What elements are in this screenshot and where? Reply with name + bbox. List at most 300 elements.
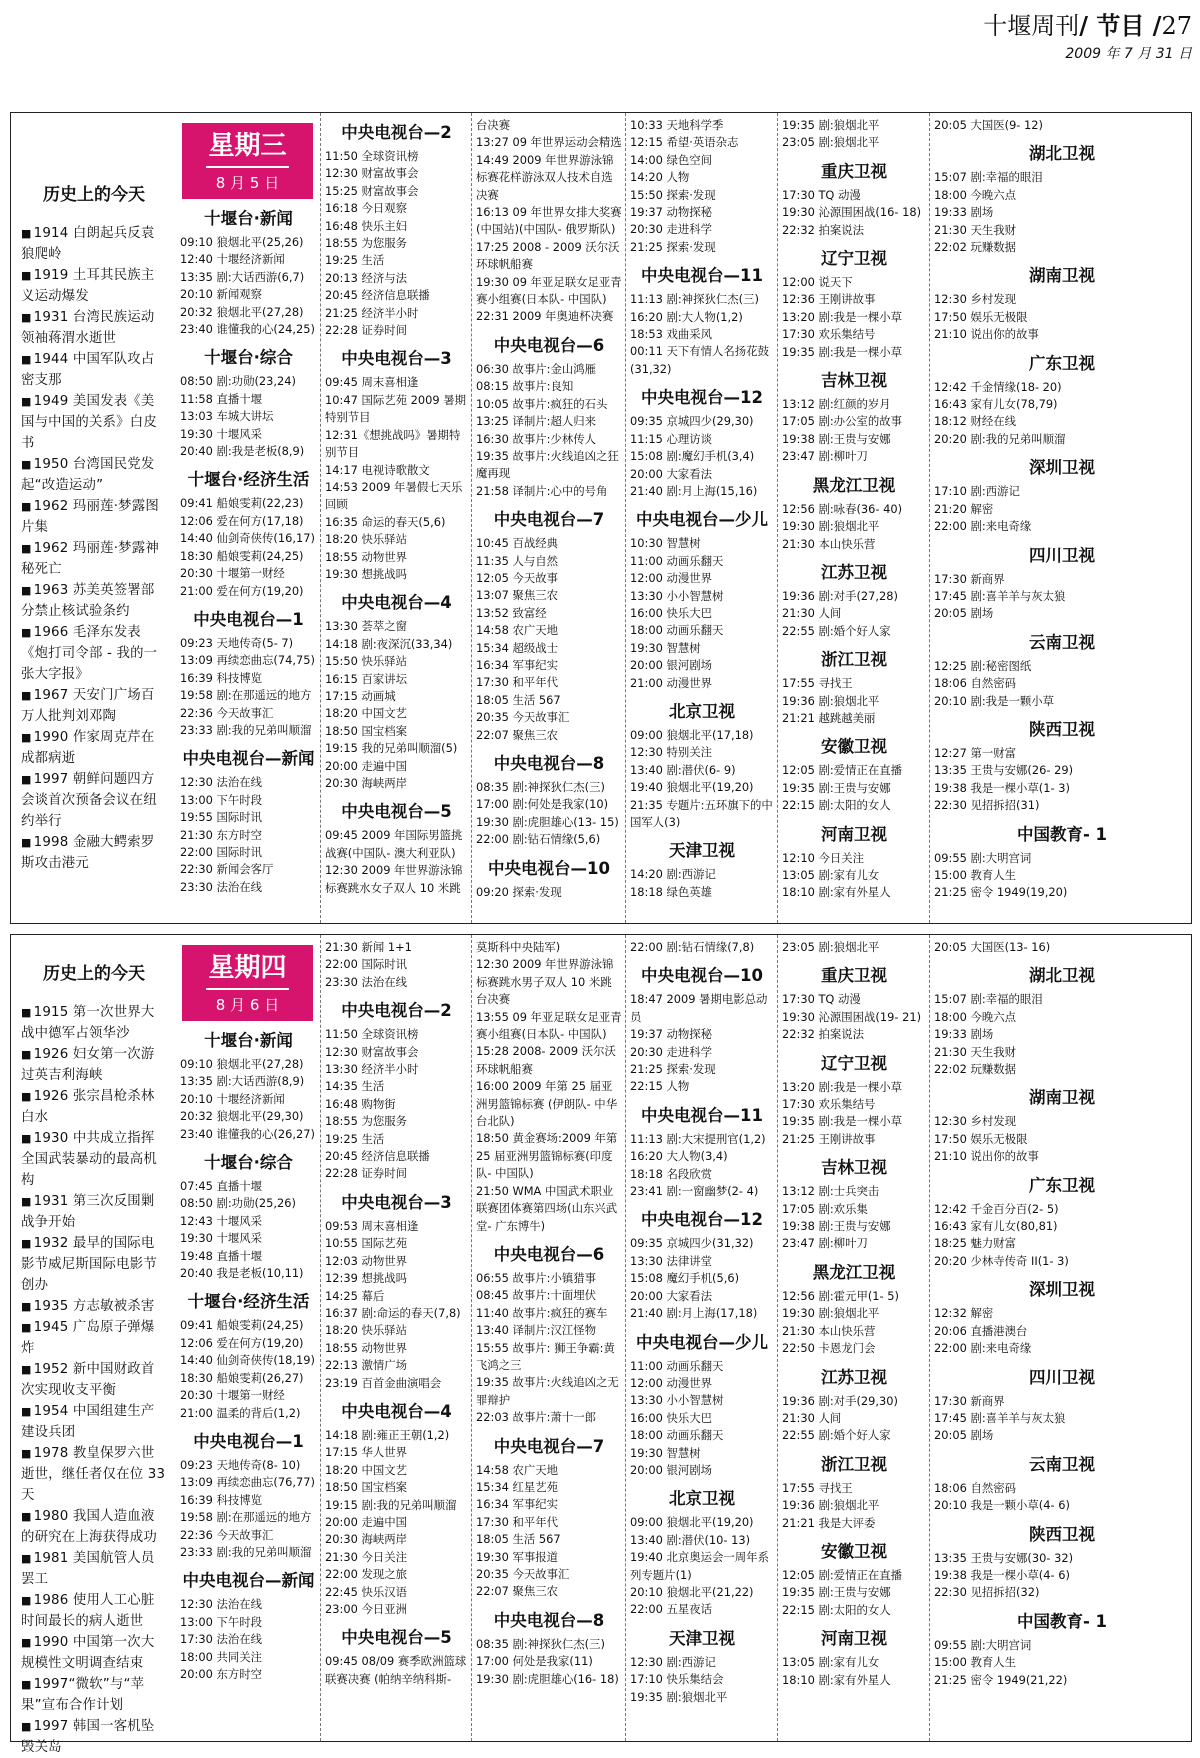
program-item: 21:00 动漫世界 <box>630 675 713 690</box>
header-title: 十堰周刊/ 节目 /27 <box>983 11 1192 40</box>
program-item: 08:45 故事片:十面埋伏 <box>476 1288 597 1303</box>
channel-name: 辽宁卫视 <box>821 249 887 269</box>
day-badge <box>182 945 313 1021</box>
history-item: ■ 1998 金融大鳄索罗斯攻击港元 <box>21 832 167 874</box>
channel-name: 十堰台·综合 <box>204 348 293 368</box>
program-item: 22:31 2009 年奥迪杯决赛 <box>476 309 614 324</box>
program-item: 14:35 生活 <box>325 1079 385 1094</box>
program-item: 21:30 今日关注 <box>325 1549 408 1564</box>
program-item: 23:19 百首金曲演唱会 <box>325 1375 442 1390</box>
channel-name: 天津卫视 <box>669 841 735 861</box>
program-item: 13:20 剧:我是一棵小草 <box>782 1079 903 1094</box>
program-item: 09:41 船娘雯莉(22,23) <box>180 496 304 511</box>
program-item: 22:36 今天故事汇 <box>180 1527 274 1542</box>
program-item: 13:12 剧:士兵突击 <box>782 1184 880 1199</box>
program-item: 22:02 玩赚数据 <box>934 240 1017 255</box>
history-item: ■ 1949 美国发表《美国与中国的关系》白皮书 <box>21 391 167 454</box>
program-item: 22:30 新闻会客厅 <box>180 862 274 877</box>
schedule-column <box>320 113 471 923</box>
program-item: 13:52 致富经 <box>476 605 547 620</box>
program-item: 20:40 我是老板(10,11) <box>180 1266 304 1281</box>
program-item: 16:43 家有儿女(78,79) <box>934 397 1058 412</box>
program-item: 13:12 剧:红颜的岁月 <box>782 397 891 412</box>
history-item: ■ 1980 我国人造血液的研究在上海获得成功 <box>21 1506 167 1548</box>
program-item: 17:30 新商界 <box>934 571 1005 586</box>
program-item: 莫斯科中央陆军) <box>476 940 561 954</box>
section-name: 节目 <box>1096 11 1145 40</box>
history-sidebar <box>11 113 176 923</box>
channel-name: 吉林卫视 <box>821 1158 887 1178</box>
program-item: 19:15 我的兄弟叫顺溜(5) <box>325 741 458 756</box>
history-item: ■ 1954 中国组建生产建设兵团 <box>21 1401 167 1443</box>
program-item: 20:32 狼烟北平(29,30) <box>180 1109 304 1124</box>
program-item: 12:56 剧:咏春(36- 40) <box>782 501 903 516</box>
program-item: 20:45 经济信息联播 <box>325 1149 430 1164</box>
program-item: 14:49 2009 年世界游泳锦标赛花样游泳双人技术自选决赛 <box>476 152 614 202</box>
program-item: 17:30 和平年代 <box>476 675 559 690</box>
program-item: 18:12 财经在线 <box>934 414 1017 429</box>
program-item: 23:40 谁懂我的心(26,27) <box>180 1126 315 1141</box>
program-item: 06:30 故事片:金山鸿雁 <box>476 361 597 376</box>
schedule-column <box>471 113 625 923</box>
program-item: 12:30 剧:西游记 <box>630 1654 716 1669</box>
history-item: ■ 1997 韩国一客机坠毁关岛 <box>21 1716 167 1758</box>
program-item: 16:39 科技博览 <box>180 1492 263 1507</box>
program-item: 18:00 今晚六点 <box>934 1009 1017 1024</box>
channel-name: 陕西卫视 <box>1029 1524 1095 1544</box>
program-item: 19:35 剧:我是一棵小草 <box>782 344 903 359</box>
channel-name: 吉林卫视 <box>821 371 887 391</box>
program-item: 08:15 故事片:良知 <box>476 379 574 394</box>
program-item: 17:10 快乐集结会 <box>630 1672 724 1687</box>
program-item: 11:50 全球资讯榜 <box>325 149 419 163</box>
program-item: 22:15 剧:太阳的女人 <box>782 798 891 813</box>
history-item: ■ 1978 教皇保罗六世逝世，继任者仅在位 33 天 <box>21 1443 167 1506</box>
program-item: 21:21 越跳越美丽 <box>782 710 876 725</box>
program-item: 13:40 剧:潜伏(6- 9) <box>630 762 736 777</box>
program-item: 11:00 动画乐翻天 <box>630 553 724 568</box>
program-item: 18:20 中国文艺 <box>325 1462 408 1477</box>
channel-name: 北京卫视 <box>669 701 735 721</box>
program-item: 00:11 天下有情人名扬花鼓(31,32) <box>630 344 769 376</box>
channel-name: 河南卫视 <box>821 824 887 844</box>
program-item: 15:28 2008- 2009 沃尔沃环球帆船赛 <box>476 1044 616 1076</box>
channel-name: 中央电视台—7 <box>493 510 605 530</box>
program-item: 19:38 我是一棵小草(1- 3) <box>934 780 1070 795</box>
channel-name: 中央电视台—11 <box>641 266 763 286</box>
program-item: 20:35 今天故事汇 <box>476 1567 570 1581</box>
program-item: 23:00 今日亚洲 <box>325 1602 408 1616</box>
program-item: 20:10 新闻观察 <box>180 287 263 302</box>
program-item: 16:20 剧:大人物(1,2) <box>630 309 743 324</box>
program-item: 23:05 剧:狼烟北平 <box>782 135 880 150</box>
program-item: 14:40 仙剑奇侠传(18,19) <box>180 1353 315 1368</box>
program-item: 16:48 快乐主妇 <box>325 218 408 233</box>
program-item: 21:40 剧:月上海(17,18) <box>630 1306 758 1321</box>
program-item: 19:30 剧:狼烟北平 <box>782 519 880 534</box>
program-item: 13:40 剧:潜伏(10- 13) <box>630 1532 751 1547</box>
history-item: ■ 1944 中国军队攻占密支那 <box>21 349 167 391</box>
program-item: 21:20 解密 <box>934 501 994 516</box>
program-item: 18:10 剧:家有外星人 <box>782 1672 891 1687</box>
program-item: 12:42 千金百分百(2- 5) <box>934 1201 1059 1216</box>
channel-name: 中央电视台—少儿 <box>636 510 768 530</box>
channel-name: 中央电视台—4 <box>341 593 452 613</box>
program-item: 14:58 农广天地 <box>476 1462 559 1477</box>
program-item: 12:06 爱在何方(19,20) <box>180 1335 304 1350</box>
channel-name: 湖北卫视 <box>1029 966 1095 986</box>
program-item: 22:03 故事片:萧十一郎 <box>476 1410 597 1425</box>
program-item: 19:38 剧:王贵与安娜 <box>782 431 891 446</box>
program-item: 12:40 十堰经济新闻 <box>180 252 285 267</box>
history-list <box>21 223 167 874</box>
program-item: 19:40 北京奥运会一周年系列专题片(1) <box>630 1550 769 1582</box>
program-item: 12:30 特别关注 <box>630 745 713 760</box>
page-header <box>983 6 1192 63</box>
schedule-column <box>777 935 929 1741</box>
program-item: 09:20 探索·发现 <box>476 884 562 899</box>
program-item: 09:23 天地传奇(8- 10) <box>180 1457 301 1472</box>
program-item: 12:00 说天下 <box>782 275 853 290</box>
program-item: 11:40 故事片:疯狂的赛车 <box>476 1305 608 1320</box>
program-item: 19:35 故事片:火线追凶之狂魔再现 <box>476 448 619 481</box>
history-item: ■ 1997“微软”与“苹果”宣布合作计划 <box>21 1674 167 1716</box>
program-item: 18:30 船娘雯莉(24,25) <box>180 548 304 563</box>
history-item: ■ 1963 苏美英签署部分禁止核试验条约 <box>21 580 167 622</box>
program-item: 22:50 卡恩龙门会 <box>782 1341 876 1356</box>
program-item: 18:00 今晚六点 <box>934 187 1017 202</box>
history-item: ■ 1990 作家周克芹在成都病逝 <box>21 727 167 769</box>
channel-name: 四川卫视 <box>1029 1367 1095 1387</box>
program-item: 09:00 狼烟北平(17,18) <box>630 727 754 742</box>
program-item: 11:00 动画乐翻天 <box>630 1358 724 1373</box>
program-item: 10:33 天地科学季 <box>630 118 724 132</box>
program-item: 13:30 小小智慧树 <box>630 1393 724 1408</box>
program-item: 13:09 再续恋曲忘(76,77) <box>180 1475 315 1490</box>
program-item: 17:55 寻找王 <box>782 1480 853 1495</box>
program-item: 台决赛 <box>476 118 511 132</box>
program-item: 20:32 狼烟北平(27,28) <box>180 304 304 319</box>
channel-name: 云南卫视 <box>1029 1454 1095 1474</box>
program-item: 14:20 人物 <box>630 170 690 185</box>
program-item: 20:00 走遍中国 <box>325 1514 408 1529</box>
program-item: 10:47 国际艺苑 2009 暑期特别节目 <box>325 392 467 425</box>
program-item: 14:20 剧:西游记 <box>630 867 716 882</box>
schedule-column <box>625 935 777 1741</box>
program-item: 18:47 2009 暑期电影总动员 <box>630 992 768 1024</box>
program-item: 12:30 2009 年世界游泳锦标赛跳水男子双人 10 米跳台决赛 <box>476 957 614 1007</box>
program-item: 22:32 拍案说法 <box>782 222 865 237</box>
program-item: 23:47 剧:柳叶刀 <box>782 449 868 464</box>
channel-name: 中央电视台—1 <box>193 1431 304 1451</box>
program-item: 20:40 剧:我是老板(8,9) <box>180 444 305 459</box>
program-item: 20:20 剧:我的兄弟叫顺溜 <box>934 431 1066 446</box>
schedule-column <box>777 113 929 923</box>
program-item: 23:33 剧:我的兄弟叫顺溜 <box>180 722 312 737</box>
program-item: 17:15 华人世界 <box>325 1445 408 1460</box>
program-item: 22:30 见招拆招(31) <box>934 798 1040 813</box>
channel-name: 四川卫视 <box>1029 545 1095 565</box>
program-item: 19:30 智慧树 <box>630 1445 701 1460</box>
schedule-panel-wednesday <box>10 112 1192 924</box>
program-item: 20:10 我是一颗小草(4- 6) <box>934 1498 1070 1513</box>
channel-name: 十堰台·经济生活 <box>187 470 310 490</box>
program-item: 11:15 心理访谈 <box>630 431 713 446</box>
channel-name: 安徽卫视 <box>821 1541 887 1561</box>
program-item: 12:00 动漫世界 <box>630 571 713 586</box>
program-item: 12:10 今日关注 <box>782 850 865 865</box>
program-item: 17:05 剧:欢乐集 <box>782 1201 868 1216</box>
schedule-area <box>176 113 1191 923</box>
schedule-area <box>176 935 1191 1741</box>
program-item: 09:45 周末喜相逢 <box>325 375 419 390</box>
channel-name: 黑龙江卫视 <box>812 1262 896 1282</box>
program-item: 17:00 剧:何处是我家(10) <box>476 797 609 812</box>
channel-name: 广东卫视 <box>1029 1175 1095 1195</box>
program-item: 21:25 经济半小时 <box>325 305 419 320</box>
program-item: 22:00 剧:来电奇缘 <box>934 519 1032 534</box>
program-item: 08:35 剧:神探狄仁杰(三) <box>476 1636 605 1651</box>
program-item: 20:00 东方时空 <box>180 1666 263 1681</box>
program-item: 20:30 海峡两岸 <box>325 1532 408 1547</box>
program-item: 19:30 剧:狼烟北平 <box>782 1306 880 1321</box>
program-item: 21:25 王刚讲故事 <box>782 1131 876 1146</box>
channel-name: 中央电视台—新闻 <box>182 749 315 769</box>
program-item: 22:55 剧:婚个好人家 <box>782 1428 891 1443</box>
history-list <box>21 1002 167 1758</box>
program-item: 21:58 译制片:心中的号角 <box>476 483 608 498</box>
program-item: 15:00 教育人生 <box>934 867 1017 882</box>
history-item: ■ 1966 毛泽东发表《炮打司令部 - 我的一张大字报》 <box>21 622 167 685</box>
program-item: 19:38 剧:王贵与安娜 <box>782 1219 891 1234</box>
program-item: 20:13 经济与法 <box>325 270 408 285</box>
program-item: 20:30 走进科学 <box>630 1044 713 1059</box>
program-item: 18:20 中国文艺 <box>325 706 408 721</box>
channel-name: 江苏卫视 <box>821 1367 887 1387</box>
program-item: 19:35 剧:狼烟北平 <box>782 118 880 132</box>
program-item: 12:30 乡村发现 <box>934 292 1017 307</box>
channel-name: 中央电视台—少儿 <box>636 1332 768 1352</box>
program-item: 16:39 科技博览 <box>180 670 263 685</box>
channel-name: 中央电视台—10 <box>641 966 763 986</box>
history-item: ■ 1986 使用人工心脏时间最长的病人逝世 <box>21 1590 167 1632</box>
program-item: 13:25 译制片:超人归来 <box>476 414 597 429</box>
program-item: 13:55 09 年亚足联女足亚青赛小组赛(日本队- 中国队) <box>476 1009 622 1042</box>
program-item: 16:34 军事纪实 <box>476 1497 559 1512</box>
program-item: 06:55 故事片:小镇猎事 <box>476 1270 597 1285</box>
history-item: ■ 1997 朝鲜问题四方会谈首次预备会议在纽约举行 <box>21 769 167 832</box>
program-item: 19:35 剧:王贵与安娜 <box>782 1585 891 1600</box>
program-item: 22:00 发现之旅 <box>325 1567 408 1582</box>
program-item: 17:25 2008 - 2009 沃尔沃环球帆船赛 <box>476 239 620 272</box>
program-item: 22:00 国际时讯 <box>325 957 408 972</box>
program-item: 20:05 剧场 <box>934 1428 994 1443</box>
program-item: 13:05 剧:家有儿女 <box>782 1655 880 1670</box>
program-item: 13:00 下午时段 <box>180 792 263 807</box>
program-item: 19:30 智慧树 <box>630 640 701 655</box>
program-item: 18:30 船娘雯莉(26,27) <box>180 1370 304 1385</box>
program-item: 13:40 译制片:汉江怪物 <box>476 1323 597 1338</box>
program-item: 21:25 探索·发现 <box>630 239 716 254</box>
channel-name: 湖南卫视 <box>1029 266 1095 286</box>
program-item: 19:37 动物探秘 <box>630 1027 713 1042</box>
program-item: 18:18 绿色英雄 <box>630 884 713 899</box>
program-item: 17:05 剧:办公室的故事 <box>782 414 903 429</box>
program-item: 18:50 黄金赛场:2009 年第 25 届亚洲男篮锦标赛(印度队- 中国队) <box>476 1131 618 1181</box>
program-item: 20:45 经济信息联播 <box>325 288 430 303</box>
program-item: 13:05 剧:家有儿女 <box>782 867 880 882</box>
program-item: 16:13 09 年世界女排大奖赛(中国站)(中国队- 俄罗斯队) <box>476 205 622 237</box>
program-item: 17:50 娱乐无极限 <box>934 1131 1028 1146</box>
channel-name: 江苏卫视 <box>821 562 887 582</box>
program-item: 19:40 狼烟北平(19,20) <box>630 780 754 795</box>
channel-name: 十堰台·新闻 <box>204 1031 293 1050</box>
program-item: 22:13 激情广场 <box>325 1358 408 1373</box>
channel-name: 十堰台·新闻 <box>204 209 293 228</box>
channel-name: 陕西卫视 <box>1029 719 1095 739</box>
channel-name: 十堰台·综合 <box>204 1153 293 1173</box>
history-item: ■ 1962 玛丽莲·梦露图片集 <box>21 496 167 538</box>
program-item: 18:20 快乐驿站 <box>325 1323 408 1338</box>
program-item: 18:00 动画乐翻天 <box>630 623 724 638</box>
program-item: 19:30 想挑战吗 <box>325 566 408 581</box>
history-sidebar <box>11 935 176 1755</box>
program-item: 18:55 动物世界 <box>325 1340 408 1355</box>
program-item: 23:30 法治在线 <box>325 974 408 989</box>
program-item: 12:25 剧:秘密图纸 <box>934 658 1032 673</box>
program-item: 16:35 命运的春天(5,6) <box>325 514 446 529</box>
program-item: 09:00 狼烟北平(19,20) <box>630 1515 754 1530</box>
program-item: 15:55 故事片: 狮王争霸:黄飞鸿之三 <box>476 1340 615 1372</box>
channel-name: 浙江卫视 <box>821 1454 887 1474</box>
program-item: 22:07 聚焦三农 <box>476 1584 559 1599</box>
program-item: 17:30 TQ 动漫 <box>782 187 861 202</box>
program-item: 12:31《想挑战吗》暑期特别节目 <box>325 427 461 460</box>
channel-name: 中央电视台—12 <box>641 1210 763 1230</box>
channel-name: 黑龙江卫视 <box>812 475 896 495</box>
program-item: 10:45 百战经典 <box>476 536 559 551</box>
program-item: 21:30 新闻 1+1 <box>325 940 412 954</box>
program-item: 12:32 解密 <box>934 1306 994 1321</box>
history-item: ■ 1930 中共成立指挥全国武装暴动的最高机构 <box>21 1128 167 1191</box>
program-item: 12:36 王刚讲故事 <box>782 292 876 307</box>
schedule-column <box>176 113 320 923</box>
program-item: 19:30 沁源围困战(16- 18) <box>782 205 922 220</box>
program-item: 16:30 故事片:少林传人 <box>476 431 597 446</box>
program-item: 12:30 财富故事会 <box>325 1044 419 1059</box>
program-item: 20:30 十堰第一财经 <box>180 1388 285 1403</box>
program-item: 08:50 剧:功勋(23,24) <box>180 374 296 389</box>
program-item: 07:45 直播十堰 <box>180 1179 263 1194</box>
program-item: 20:05 大国医(13- 16) <box>934 940 1051 954</box>
program-item: 17:45 剧:喜羊羊与灰太狼 <box>934 588 1066 603</box>
program-item: 19:30 沁源围困战(19- 21) <box>782 1009 922 1024</box>
channel-name: 中央电视台—5 <box>341 802 452 822</box>
program-item: 20:30 走进科学 <box>630 222 713 237</box>
channel-name: 中央电视台—2 <box>341 123 452 142</box>
program-item: 16:43 家有儿女(80,81) <box>934 1219 1058 1234</box>
program-item: 13:30 荟萃之窗 <box>325 619 408 634</box>
program-item: 09:53 周末喜相逢 <box>325 1218 419 1233</box>
schedule-column <box>929 113 1193 923</box>
schedule-column <box>176 935 320 1741</box>
program-item: 19:48 直播十堰 <box>180 1248 263 1263</box>
program-item: 21:21 我是大评委 <box>782 1515 876 1530</box>
channel-name: 安徽卫视 <box>821 737 887 757</box>
program-item: 15:50 快乐驿站 <box>325 654 408 669</box>
program-item: 18:18 名段欣赏 <box>630 1166 713 1181</box>
history-item: ■ 1967 天安门广场百万人批判刘邓陶 <box>21 685 167 727</box>
channel-name: 中央电视台—3 <box>341 1192 452 1212</box>
schedule-column <box>320 935 471 1741</box>
program-item: 16:00 快乐大巴 <box>630 605 713 620</box>
program-item: 14:00 绿色空间 <box>630 152 713 167</box>
day-name: 星期四 <box>208 953 287 983</box>
program-item: 16:00 快乐大巴 <box>630 1410 713 1425</box>
program-item: 15:00 教育人生 <box>934 1655 1017 1670</box>
program-item: 15:25 财富故事会 <box>325 183 419 198</box>
program-item: 23:33 剧:我的兄弟叫顺溜 <box>180 1544 312 1559</box>
program-item: 22:07 聚焦三农 <box>476 727 559 742</box>
program-item: 19:30 剧:虎胆雄心(16- 18) <box>476 1671 619 1686</box>
program-item: 19:30 十堰风采 <box>180 1231 263 1246</box>
program-item: 19:25 生活 <box>325 1131 385 1146</box>
schedule-panel-thursday <box>10 934 1192 1755</box>
program-item: 11:35 人与自然 <box>476 553 559 568</box>
program-item: 20:05 剧场 <box>934 606 994 621</box>
program-item: 13:30 法律讲堂 <box>630 1253 713 1268</box>
history-title: 历史上的今天 <box>43 964 145 984</box>
program-item: 20:20 少林寺传奇 II(1- 3) <box>934 1253 1069 1268</box>
program-item: 22:15 人物 <box>630 1079 690 1094</box>
program-item: 12:56 剧:霍元甲(1- 5) <box>782 1288 899 1303</box>
program-item: 16:20 大人物(3,4) <box>630 1149 728 1164</box>
program-item: 20:00 银河剧场 <box>630 1462 713 1477</box>
program-item: 12:27 第一财富 <box>934 745 1017 760</box>
program-item: 20:00 大家看法 <box>630 1288 713 1303</box>
program-item: 21:40 剧:月上海(15,16) <box>630 483 758 498</box>
program-item: 15:07 剧:幸福的眼泪 <box>934 992 1043 1007</box>
program-item: 09:10 狼烟北平(25,26) <box>180 235 304 249</box>
program-item: 18:06 自然密码 <box>934 1480 1017 1495</box>
program-item: 23:05 剧:狼烟北平 <box>782 940 880 954</box>
channel-name: 天津卫视 <box>669 1628 735 1648</box>
program-item: 10:55 国际艺苑 <box>325 1236 408 1251</box>
program-item: 13:35 王贵与安娜(26- 29) <box>934 763 1074 778</box>
program-item: 21:30 人间 <box>782 1410 842 1425</box>
history-item: ■ 1950 台湾国民党发起“改造运动” <box>21 454 167 496</box>
program-item: 08:50 剧:功勋(25,26) <box>180 1196 296 1211</box>
channel-name: 辽宁卫视 <box>821 1053 887 1073</box>
program-item: 12:05 剧:爱情正在直播 <box>782 1567 903 1582</box>
channel-name: 湖北卫视 <box>1029 144 1095 164</box>
history-item: ■ 1931 台湾民族运动领袖蒋渭水逝世 <box>21 307 167 349</box>
channel-name: 深圳卫视 <box>1029 1280 1095 1300</box>
channel-name: 浙江卫视 <box>821 650 887 670</box>
program-item: 19:30 军事报道 <box>476 1549 559 1564</box>
schedule-column <box>929 935 1193 1741</box>
program-item: 12:05 今天故事 <box>476 570 559 585</box>
program-item: 12:15 希望·英语杂志 <box>630 135 739 150</box>
program-item: 08:35 剧:神探狄仁杰(三) <box>476 780 605 794</box>
program-item: 09:55 剧:大明宫词 <box>934 850 1032 865</box>
program-item: 15:34 超级战士 <box>476 640 559 655</box>
program-item: 09:10 狼烟北平(27,28) <box>180 1057 304 1071</box>
program-item: 22:28 证券时间 <box>325 1166 408 1181</box>
program-item: 18:00 动画乐翻天 <box>630 1428 724 1443</box>
program-item: 19:33 剧场 <box>934 205 994 220</box>
program-item: 13:35 王贵与安娜(30- 32) <box>934 1550 1074 1565</box>
